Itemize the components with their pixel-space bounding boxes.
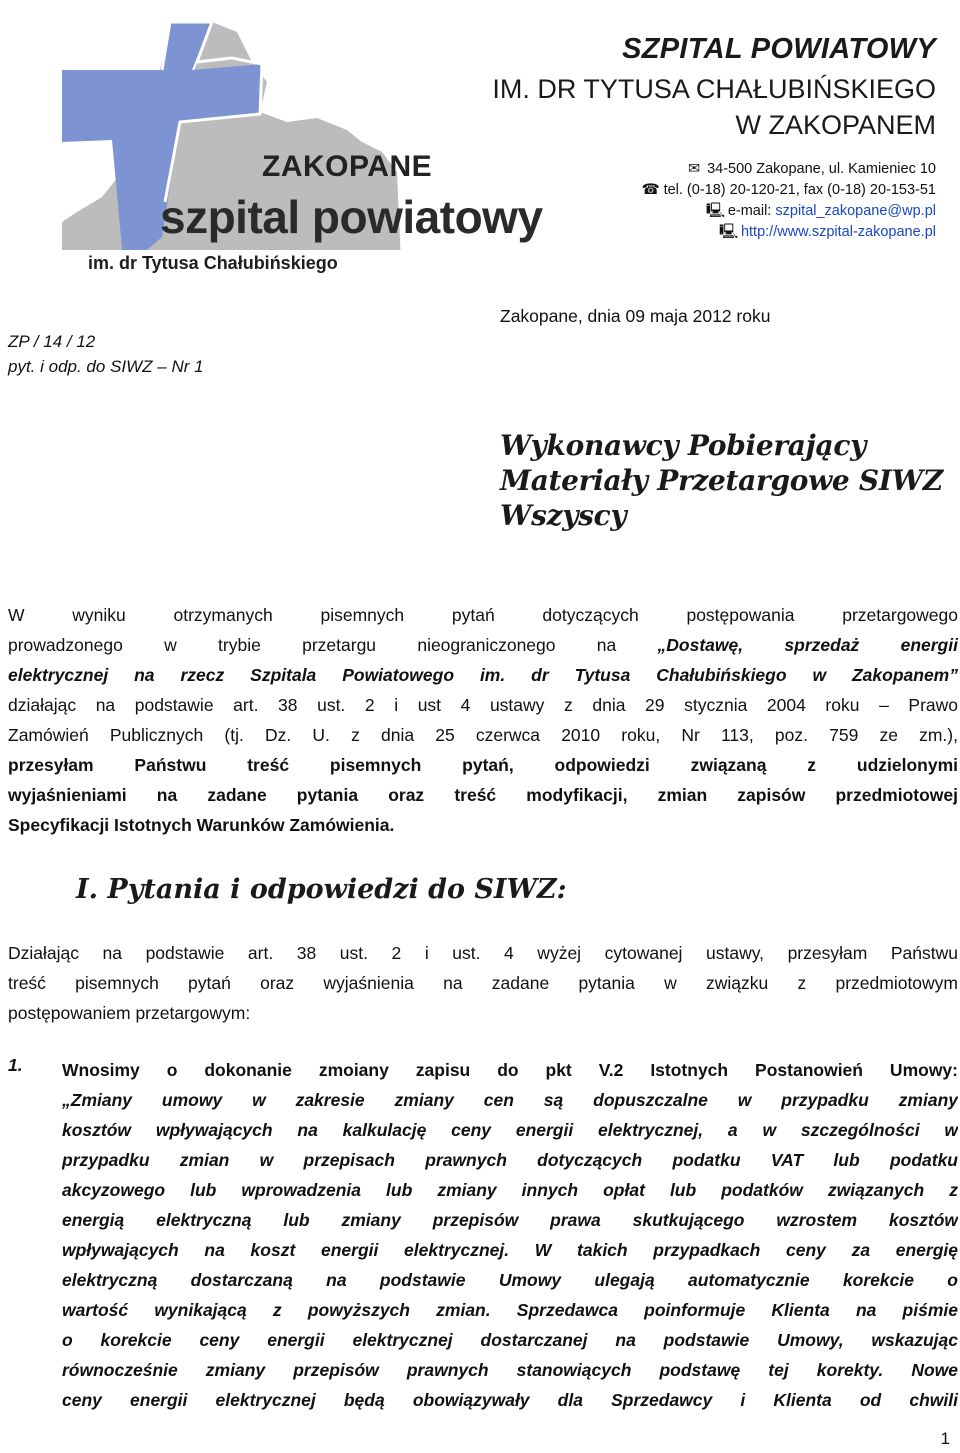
envelope-icon: ✉: [687, 161, 701, 177]
contact-phone: ☎ tel. (0-18) 20-120-21, fax (0-18) 20-153-51: [641, 182, 936, 198]
question-line: o korekcie ceny energii elektrycznej dostarczanej na podstawie Umowy, wskazując: [62, 1330, 958, 1350]
hospital-name: SZPITAL POWIATOWY: [622, 33, 936, 65]
reference-subject: pyt. i odp. do SIWZ – Nr 1: [8, 357, 204, 376]
email-link[interactable]: szpital_zakopane@wp.pl: [775, 203, 936, 219]
question-number: 1.: [8, 1055, 23, 1075]
computer-icon: 🖳: [718, 224, 739, 240]
contact-website: [719, 223, 936, 241]
question-line: przypadku zmian w przepisach prawnych dotyczących podatku VAT lub podatku: [62, 1150, 958, 1170]
section-intro: Działając na podstawie art. 38 ust. 2 i ust. 4 wyżej cytowanej ustawy, przesyłam Państwu treść pisemnych pytań oraz wyjaśnienia na zadane pytania w związku z przedmiotowym postępowaniem przetargowym:: [8, 943, 958, 1023]
question-line: „Zmiany umowy w zakresie zmiany cen są dopuszczalne w przypadku zmiany: [62, 1090, 958, 1110]
hospital-patron: IM. DR TYTUSA CHAŁUBIŃSKIEGO: [492, 74, 936, 104]
intro-paragraph: W wyniku otrzymanych pisemnych pytań dotyczących postępowania przetargowego prowadzonego w trybie przetargu nieograniczonego na „Dostawę, sprzedaż energii elektrycznej na rzecz Szpitala Powiatowego im. dr Tytusa Chałubińskiego w Zakopanem” działając na podstawie art. 38 ust. 2 i ust 4 ustawy z dnia 29 stycznia 2004 roku – Prawo Zamówień Publicznych (tj. Dz. U. z dnia 25 czerwca 2010 roku, Nr 113, poz. 759 ze zm.), przesyłam Państwu treść pisemnych pytań, odpowiedzi związaną z udzielonymi wyjaśnieniami na zadane pytania oraz treść modyfikacji, zmian zapisów przedmiotowej Specyfikacji Istotnych Warunków Zamówienia.: [8, 605, 958, 835]
logo-title: ZAKOPANE: [262, 150, 433, 183]
question-line: równocześnie zmiany przepisów prawnych stanowiących podstawę tej korekty. Nowe: [62, 1360, 958, 1380]
phone-icon: ☎: [641, 182, 660, 198]
document-date: Zakopane, dnia 09 maja 2012 roku: [500, 306, 771, 326]
page-number: 1: [940, 1429, 950, 1448]
reference-number: ZP / 14 / 12: [8, 332, 96, 351]
contact-email: 🖳 e-mail: szpital_zakopane@wp.pl: [705, 203, 936, 219]
website-link[interactable]: http://www.szpital-zakopane.pl: [740, 224, 936, 240]
question-line: energią elektryczną lub zmiany przepisów prawa skutkującego wzrostem kosztów: [62, 1210, 958, 1230]
computer-icon: 🖳: [705, 203, 726, 219]
addressee-line-1: Wykonawcy Pobierający: [500, 429, 867, 462]
question-line: kosztów wpływających na kalkulację ceny energii elektrycznej, a w szczególności w: [62, 1120, 958, 1140]
question-line: akcyzowego lub wprowadzenia lub zmiany innych opłat lub podatków związanych z: [62, 1180, 958, 1200]
question-line: elektryczną dostarczaną na podstawie Umowy ulegają automatycznie korekcie o: [62, 1270, 958, 1290]
question-line: ceny energii elektrycznej będą obowiązywały dla Sprzedawcy i Klienta od chwili: [62, 1390, 958, 1410]
logo-caption: im. dr Tytusa Chałubińskiego: [88, 253, 338, 273]
hospital-city: W ZAKOPANEM: [735, 110, 936, 140]
logo-subtitle: szpital powiatowy: [160, 191, 543, 243]
addressee-line-3: Wszyscy: [500, 499, 627, 532]
contact-address: ✉ 34-500 Zakopane, ul. Kamieniec 10: [685, 160, 936, 178]
section-title: I. Pytania i odpowiedzi do SIWZ:: [76, 874, 567, 905]
question-body: [62, 1055, 958, 1415]
addressee-line-2: Materiały Przetargowe SIWZ: [500, 464, 943, 497]
addressee: [500, 428, 943, 533]
question-line: Wnosimy o dokonanie zmoiany zapisu do pkt V.2 Istotnych Postanowień Umowy:: [62, 1060, 958, 1080]
question-line: wpływających na koszt energii elektrycznej. W takich przypadkach ceny za energię: [62, 1240, 958, 1260]
question-line: wartość wynikającą z powyższych zmian. Sprzedawca poinformuje Klienta na piśmie: [62, 1300, 958, 1320]
